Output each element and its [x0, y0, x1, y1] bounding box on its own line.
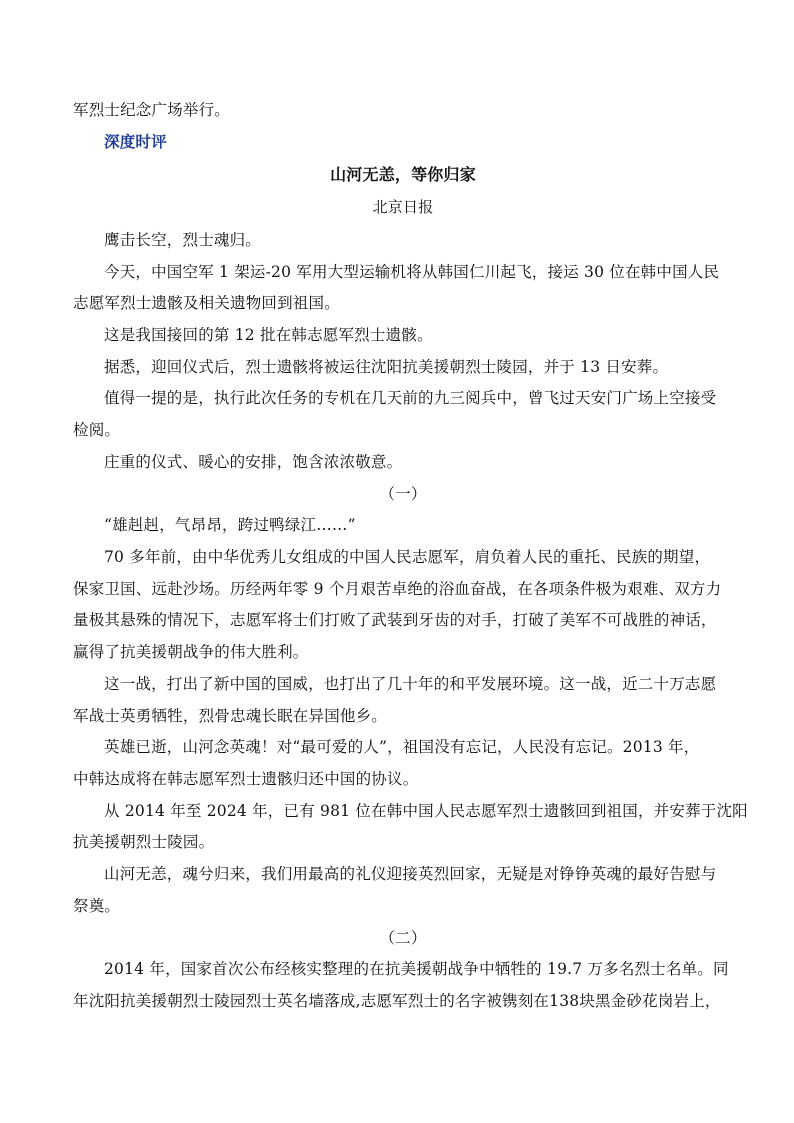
paragraph-line: 据悉，迎回仪式后，烈士遗骸将被运往沈阳抗美援朝烈士陵园，并于 13 日安葬。: [104, 358, 669, 376]
paragraph-line: 量极其悬殊的情况下，志愿军将士们打败了武装到牙齿的对手，打破了美军不可战胜的神话，: [73, 611, 717, 629]
paragraph-line: 今天，中国空军 1 架运-20 军用大型运输机将从韩国仁川起飞，接运 30 位在韩中国人民: [104, 263, 720, 281]
paragraph-line: 英雄已逝，山河念英魂！对“最可爱的人”，祖国没有忘记，人民没有忘记。2013 年，: [104, 738, 700, 756]
section-label: 深度时评: [104, 132, 167, 151]
paragraph-line: 值得一提的是，执行此次任务的专机在几天前的九三阅兵中，曾飞过天安门广场上空接受: [104, 389, 717, 407]
paragraph-line: 这是我国接回的第 12 批在韩志愿军烈士遗骸。: [104, 326, 433, 344]
paragraph-line: 这一战，打出了新中国的国威，也打出了几十年的和平发展环境。这一战，近二十万志愿: [104, 675, 717, 693]
paragraph-line: 军战士英勇牺牲，烈骨忠魂长眠在异国他乡。: [73, 707, 388, 725]
paragraph-line: 鹰击长空，烈士魂归。: [104, 231, 262, 249]
paragraph-line: 年沈阳抗美援朝烈士陵园烈士英名墙落成,志愿军烈士的名字被镌刻在138块黑金砂花岗岩上，: [73, 992, 721, 1010]
paragraph-line: 山河无恙，魂兮归来，我们用最高的礼仪迎接英烈回家，无疑是对铮铮英魂的最好告慰与: [104, 865, 717, 883]
paragraph-line: 保家卫国、远赴沙场。历经两年零 9 个月艰苦卓绝的浴血奋战，在各项条件极为艰难、双方力: [73, 580, 722, 598]
article-title: 山河无恙，等你归家: [330, 165, 476, 184]
intro-tail: 军烈士纪念广场举行。: [73, 101, 231, 119]
paragraph-line: 志愿军烈士遗骸及相关遗物回到祖国。: [73, 294, 340, 312]
section-marker-two: （二）: [379, 929, 427, 947]
paragraph-line: 中韩达成将在韩志愿军烈士遗骸归还中国的协议。: [73, 770, 419, 788]
paragraph-line: “雄赳赳，气昂昂，跨过鸭绿江……”: [104, 516, 356, 534]
paragraph-line: 从 2014 年至 2024 年，已有 981 位在韩中国人民志愿军烈士遗骸回到祖国，并安葬于沈阳: [104, 802, 748, 820]
paragraph-line: 赢得了抗美援朝战争的伟大胜利。: [73, 643, 309, 661]
paragraph-line: 庄重的仪式、暖心的安排，饱含浓浓敬意。: [104, 453, 403, 471]
paragraph-line: 抗美援朝烈士陵园。: [73, 833, 215, 851]
article-source: 北京日报: [372, 198, 434, 216]
section-marker-one: （一）: [379, 485, 427, 503]
paragraph-line: 检阅。: [73, 421, 121, 439]
paragraph-line: 2014 年，国家首次公布经核实整理的在抗美援朝战争中牺牲的 19.7 万多名烈士名单。同: [104, 960, 729, 978]
paragraph-line: 70 多年前，由中华优秀儿女组成的中国人民志愿军，肩负着人民的重托、民族的期望，: [104, 548, 711, 566]
paragraph-line: 祭奠。: [73, 897, 121, 915]
